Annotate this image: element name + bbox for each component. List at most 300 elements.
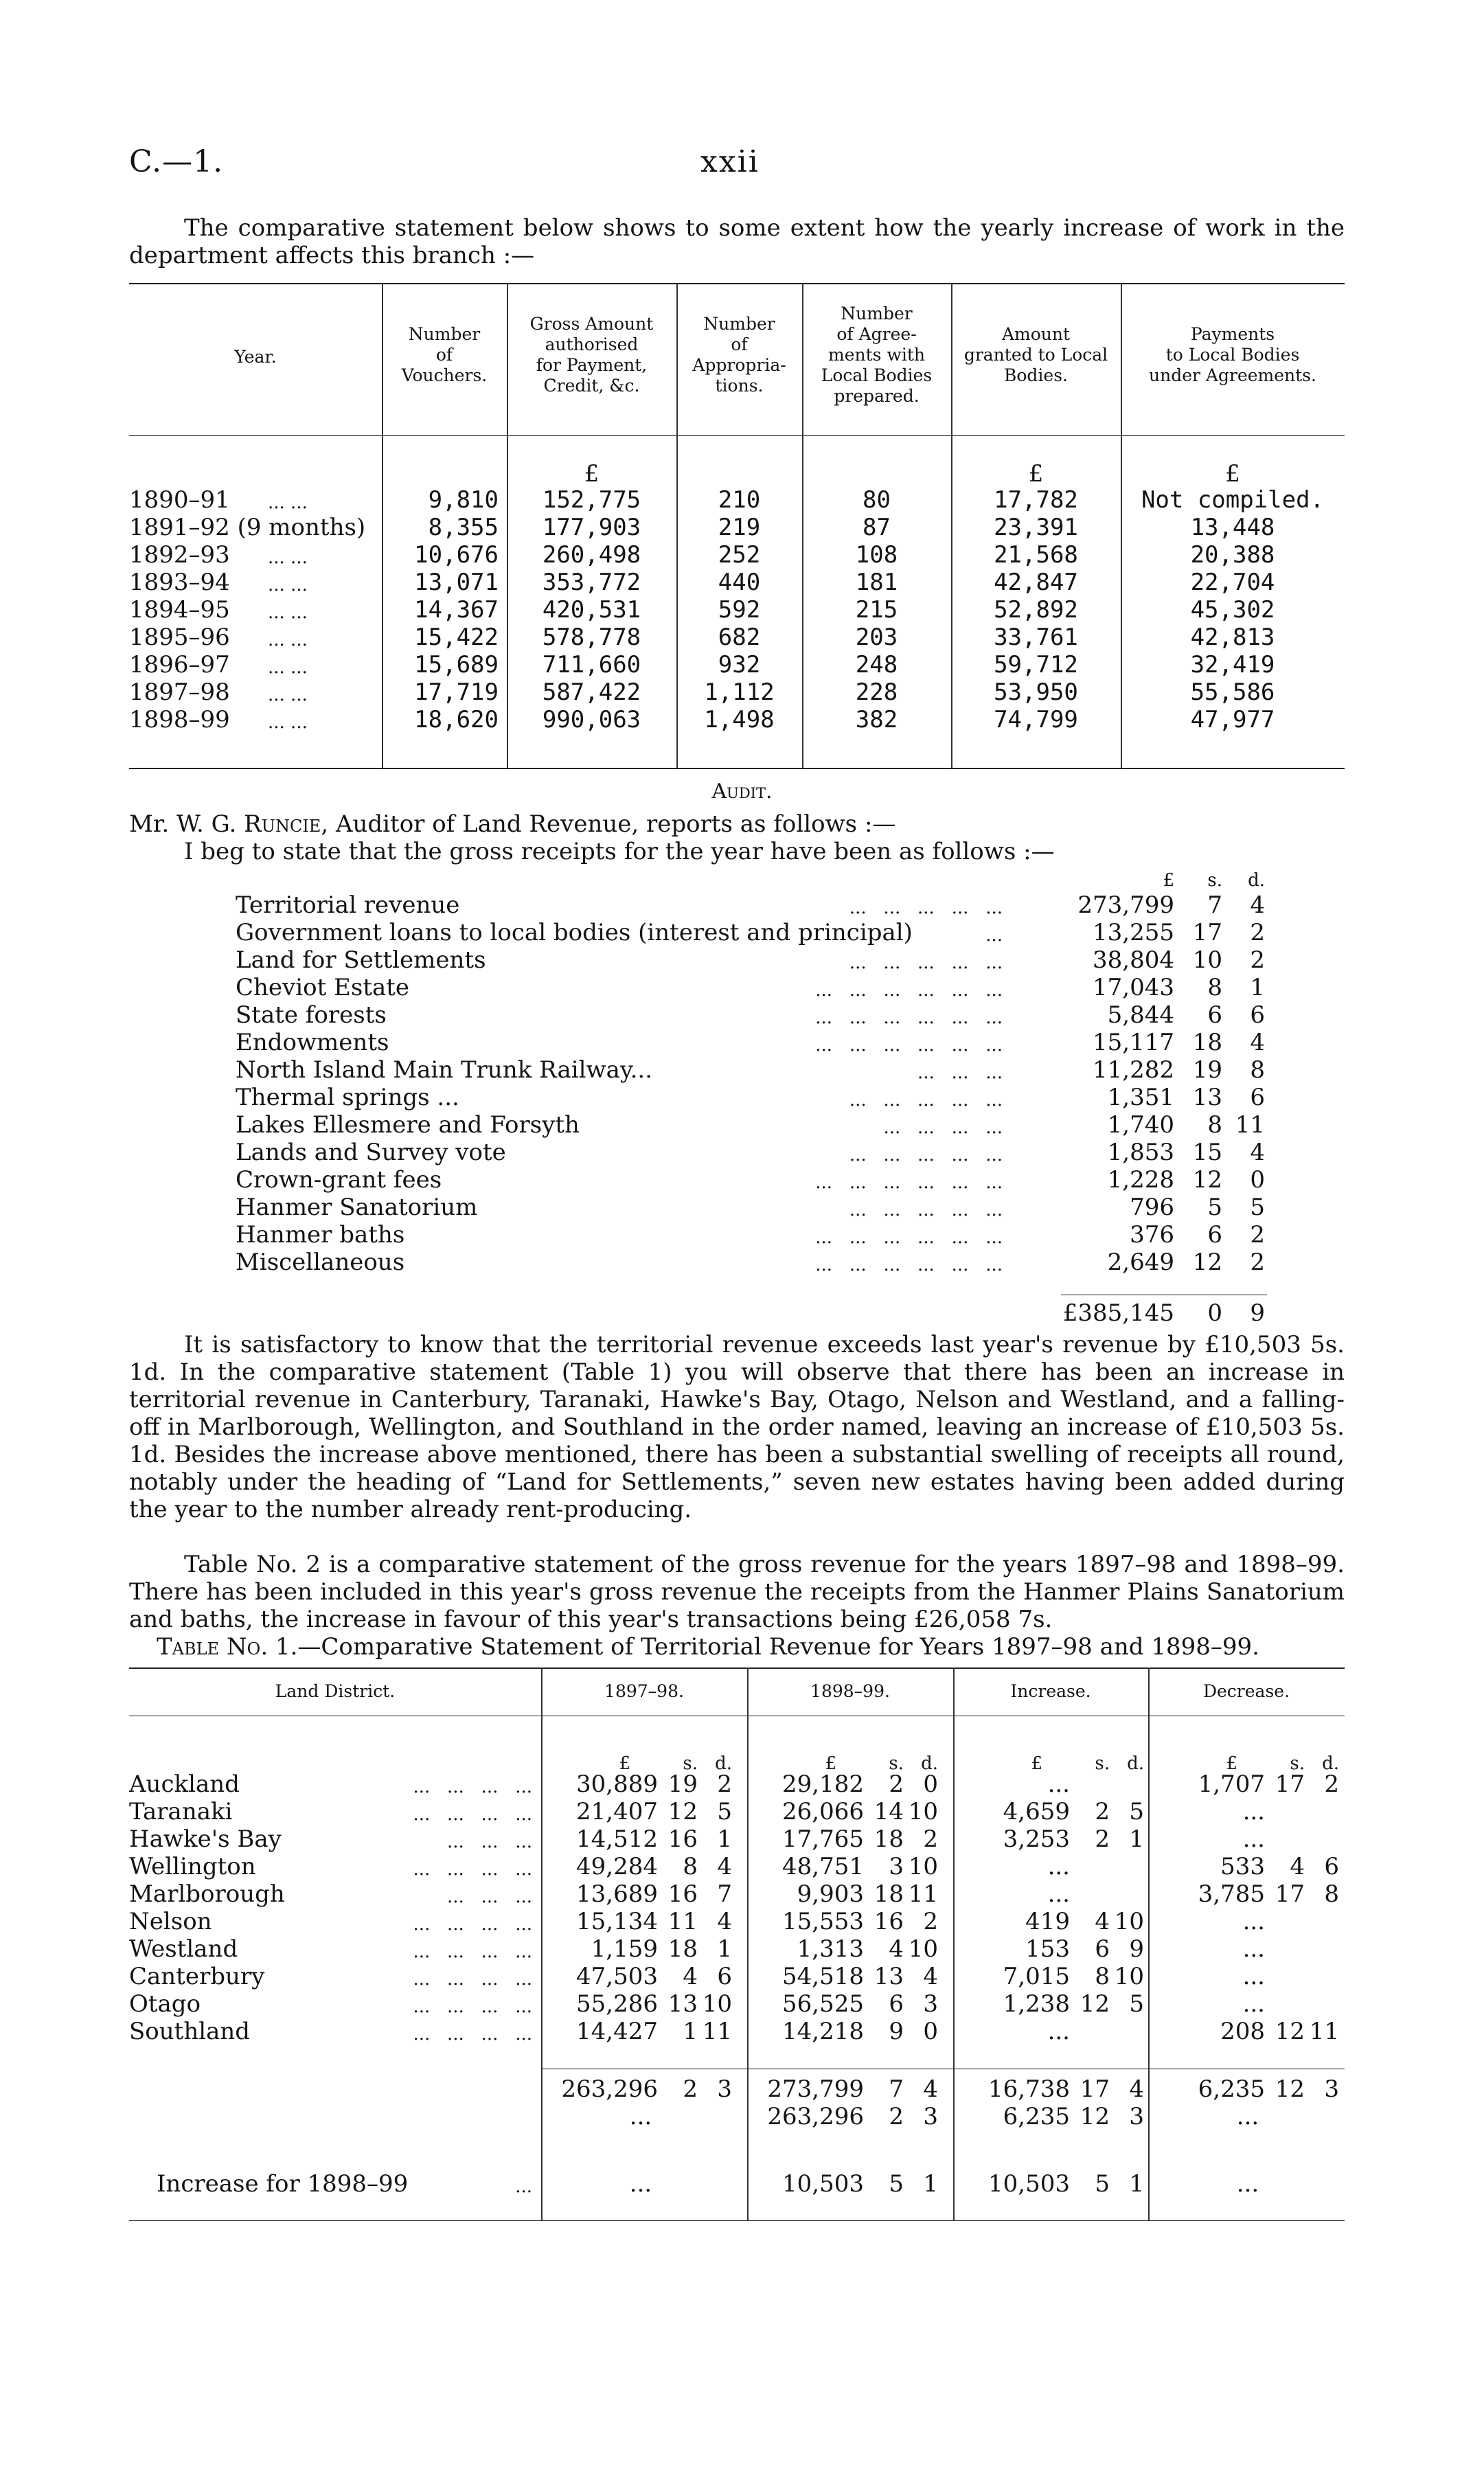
receipt-pounds: 273,799 bbox=[1077, 891, 1174, 919]
receipt-pounds: 17,043 bbox=[1093, 974, 1174, 1001]
revenue-1898-99-pence: 2 bbox=[923, 1825, 938, 1853]
increase-pence: 10 bbox=[1114, 1908, 1144, 1935]
receipt-label: Miscellaneous bbox=[236, 1249, 405, 1276]
receipt-pence: 6 bbox=[1250, 1084, 1265, 1111]
revenue-1897-98-pounds: 13,689 bbox=[576, 1880, 658, 1908]
leader-dots: ... ... bbox=[268, 602, 308, 623]
revenue-1897-98-pence: 1 bbox=[717, 1935, 732, 1963]
leader-dots: ... ... ... ... bbox=[883, 1117, 1003, 1138]
leader-dots: ... ... ... ... bbox=[413, 1914, 532, 1935]
unit-symbol: £ bbox=[1225, 460, 1240, 488]
receipt-shillings: 6 bbox=[1207, 1001, 1222, 1029]
revenue-1897-98-shillings: 16 bbox=[667, 1825, 698, 1853]
receipt-shillings: 12 bbox=[1192, 1249, 1222, 1276]
less-1897-98-pounds: 263,296 bbox=[767, 2103, 864, 2130]
receipt-label: Crown-grant fees bbox=[236, 1166, 442, 1194]
net-increase-pence: 1 bbox=[1129, 2170, 1144, 2198]
total-increase-pence: 4 bbox=[1129, 2075, 1144, 2103]
total-1898-99-pence: 4 bbox=[923, 2075, 938, 2103]
receipt-pounds: 1,228 bbox=[1107, 1166, 1174, 1194]
leader-dots: ... ... bbox=[268, 712, 308, 733]
receipt-shillings: 7 bbox=[1207, 891, 1222, 919]
row-agreements: 87 bbox=[863, 514, 891, 541]
row-appropriations: 932 bbox=[718, 651, 761, 679]
net-increase-pence: 1 bbox=[923, 2170, 938, 2198]
total-decrease-pence: 3 bbox=[1324, 2075, 1339, 2103]
leader-dots: ... ... bbox=[268, 657, 308, 678]
receipt-pounds: 38,804 bbox=[1093, 946, 1174, 974]
increase-pounds: ... bbox=[1047, 1853, 1070, 1880]
audit-heading: Audit. bbox=[711, 779, 773, 804]
revenue-1897-98-pence: 4 bbox=[717, 1853, 732, 1880]
leader-dots: ... ... ... ... ... ... bbox=[815, 1255, 1003, 1275]
increase-pence: 5 bbox=[1129, 1798, 1144, 1825]
row-year: 1894–95 bbox=[129, 596, 230, 624]
revenue-1897-98-pence: 6 bbox=[717, 1963, 732, 1990]
revenue-1898-99-pence: 3 bbox=[923, 1990, 938, 2018]
receipt-pence: 2 bbox=[1250, 1221, 1265, 1249]
unit-symbol: £ bbox=[1028, 460, 1044, 488]
receipt-pounds: 11,282 bbox=[1093, 1056, 1174, 1084]
shillings-heading: s. bbox=[683, 1753, 698, 1774]
col-head-year: Year. bbox=[234, 347, 277, 367]
receipt-shillings: 6 bbox=[1207, 1221, 1222, 1249]
revenue-1898-99-pounds: 17,765 bbox=[782, 1825, 864, 1853]
row-payments: 45,302 bbox=[1190, 596, 1275, 624]
col-head-1897-98: 1897–98. bbox=[604, 1681, 684, 1701]
row-amount-granted: 59,712 bbox=[994, 651, 1078, 679]
revenue-1897-98-pence: 4 bbox=[717, 1908, 732, 1935]
empty-cell: ... bbox=[1236, 2103, 1259, 2130]
net-increase-shillings: 5 bbox=[1095, 2170, 1110, 2198]
receipt-shillings: 18 bbox=[1192, 1029, 1222, 1056]
row-vouchers: 8,355 bbox=[428, 514, 499, 541]
empty-cell: ... bbox=[629, 2103, 652, 2130]
decrease-pounds: 208 bbox=[1220, 2018, 1265, 2045]
intro-paragraph: The comparative statement below shows to some extent how the yearly increase of work in the department affects this branch :— bbox=[129, 214, 1345, 269]
pound-heading: £ bbox=[1031, 1753, 1042, 1774]
row-payments: Not compiled. bbox=[1141, 486, 1325, 514]
district-name: Hawke's Bay bbox=[129, 1825, 282, 1853]
revenue-1897-98-pounds: 1,159 bbox=[591, 1935, 658, 1963]
row-gross-amount: 587,422 bbox=[542, 679, 641, 706]
receipt-pence: 4 bbox=[1250, 1029, 1265, 1056]
row-payments: 32,419 bbox=[1190, 651, 1275, 679]
revenue-1897-98-shillings: 8 bbox=[683, 1853, 698, 1880]
col-head-district: Land District. bbox=[275, 1681, 396, 1701]
revenue-1897-98-pence: 10 bbox=[702, 1990, 732, 2018]
leader-dots: ... ... ... ... bbox=[413, 1942, 532, 1962]
receipt-pence: 2 bbox=[1250, 1249, 1265, 1276]
leader-dots: ... ... ... ... ... bbox=[849, 898, 1003, 918]
leader-dots: ... ... ... ... ... bbox=[849, 1090, 1003, 1111]
receipt-shillings: 8 bbox=[1207, 974, 1222, 1001]
shillings-heading: s. bbox=[889, 1753, 904, 1774]
receipt-label: Thermal springs ... bbox=[236, 1084, 459, 1111]
pence-heading: d. bbox=[1127, 1753, 1144, 1774]
receipt-pence: 2 bbox=[1250, 946, 1265, 974]
district-name: Nelson bbox=[129, 1908, 212, 1935]
leader-dots: ... ... ... bbox=[917, 1062, 1003, 1083]
leader-dots: ... ... ... ... ... bbox=[849, 1200, 1003, 1220]
page-number: xxii bbox=[700, 144, 760, 179]
receipt-shillings: 13 bbox=[1192, 1084, 1222, 1111]
receipt-pounds: 15,117 bbox=[1093, 1029, 1174, 1056]
row-vouchers: 17,719 bbox=[414, 679, 499, 706]
row-appropriations: 219 bbox=[718, 514, 761, 541]
decrease-pounds: 1,707 bbox=[1198, 1771, 1265, 1798]
table-rule bbox=[129, 768, 1345, 769]
row-year: 1891–92 (9 months) bbox=[129, 514, 366, 541]
row-payments: 55,586 bbox=[1190, 679, 1275, 706]
row-vouchers: 10,676 bbox=[414, 541, 499, 569]
revenue-1897-98-pounds: 21,407 bbox=[576, 1798, 658, 1825]
revenue-1898-99-pounds: 14,218 bbox=[782, 2018, 864, 2045]
receipt-pence: 4 bbox=[1250, 891, 1265, 919]
district-name: Auckland bbox=[129, 1771, 240, 1798]
revenue-1897-98-shillings: 18 bbox=[667, 1935, 698, 1963]
leader-dots: ... ... ... ... ... ... bbox=[815, 1035, 1003, 1056]
row-gross-amount: 353,772 bbox=[542, 569, 641, 596]
increase-pounds: 7,015 bbox=[1003, 1963, 1070, 1990]
empty-cell: ... bbox=[1236, 2170, 1259, 2198]
revenue-1897-98-pence: 1 bbox=[717, 1825, 732, 1853]
revenue-1898-99-shillings: 18 bbox=[874, 1880, 904, 1908]
leader-dots: ... ... ... ... ... bbox=[849, 1145, 1003, 1165]
row-amount-granted: 74,799 bbox=[994, 706, 1078, 733]
row-payments: 20,388 bbox=[1190, 541, 1275, 569]
row-agreements: 215 bbox=[855, 596, 898, 624]
receipt-shillings: 10 bbox=[1192, 946, 1222, 974]
revenue-1897-98-shillings: 19 bbox=[667, 1771, 698, 1798]
audit-total-shillings: 0 bbox=[1207, 1299, 1222, 1327]
less-1897-98-pence: 3 bbox=[923, 2103, 938, 2130]
revenue-1897-98-pounds: 15,134 bbox=[576, 1908, 658, 1935]
pence-heading: d. bbox=[921, 1753, 938, 1774]
receipt-shillings: 8 bbox=[1207, 1111, 1222, 1139]
leader-dots: ... ... bbox=[268, 630, 308, 650]
receipt-pence: 11 bbox=[1235, 1111, 1265, 1139]
receipt-pence: 4 bbox=[1250, 1139, 1265, 1166]
leader-dots: ... ... bbox=[268, 492, 308, 513]
increase-shillings: 2 bbox=[1095, 1798, 1110, 1825]
receipt-pounds: 2,649 bbox=[1107, 1249, 1174, 1276]
less-decrease-pounds: 6,235 bbox=[1003, 2103, 1070, 2130]
receipt-label: Government loans to local bodies (interest and principal) bbox=[236, 919, 913, 946]
leader-dots: ... ... bbox=[268, 547, 308, 568]
total-decrease-pounds: 6,235 bbox=[1198, 2075, 1265, 2103]
total-increase-shillings: 17 bbox=[1080, 2075, 1110, 2103]
increase-shillings: 4 bbox=[1095, 1908, 1110, 1935]
revenue-1898-99-pounds: 9,903 bbox=[797, 1880, 864, 1908]
leader-dots: ... ... ... ... ... ... bbox=[815, 1007, 1003, 1028]
decrease-pence: 11 bbox=[1309, 2018, 1339, 2045]
row-amount-granted: 42,847 bbox=[994, 569, 1078, 596]
table-1-caption: Table No. 1.—Comparative Statement of Territorial Revenue for Years 1897–98 and 1898–99. bbox=[157, 1633, 1259, 1661]
decrease-pence: 6 bbox=[1324, 1853, 1339, 1880]
revenue-1898-99-shillings: 9 bbox=[889, 2018, 904, 2045]
revenue-1898-99-pounds: 26,066 bbox=[782, 1798, 864, 1825]
shillings-heading: s. bbox=[1290, 1753, 1305, 1774]
district-name: Taranaki bbox=[129, 1798, 233, 1825]
receipt-pounds: 13,255 bbox=[1093, 919, 1174, 946]
revenue-1897-98-pence: 5 bbox=[717, 1798, 732, 1825]
increase-pounds: ... bbox=[1047, 2018, 1070, 2045]
increase-shillings: 12 bbox=[1080, 1990, 1110, 2018]
receipt-pence: 1 bbox=[1250, 974, 1265, 1001]
audit-total-pounds: £385,145 bbox=[1062, 1299, 1174, 1327]
receipt-pence: 0 bbox=[1250, 1166, 1265, 1194]
row-year: 1890–91 bbox=[129, 486, 230, 514]
audit-report-line: Mr. W. G. Runcie, Auditor of Land Revenue, reports as follows :— bbox=[129, 810, 896, 838]
col-head-gross-amount: Gross Amount authorised for Payment, Credit, &c. bbox=[529, 314, 654, 396]
revenue-1897-98-shillings: 11 bbox=[667, 1908, 698, 1935]
row-amount-granted: 52,892 bbox=[994, 596, 1078, 624]
row-vouchers: 15,689 bbox=[414, 651, 499, 679]
increase-pence: 10 bbox=[1114, 1963, 1144, 1990]
row-payments: 22,704 bbox=[1190, 569, 1275, 596]
row-payments: 47,977 bbox=[1190, 706, 1275, 733]
receipt-pounds: 796 bbox=[1130, 1194, 1174, 1221]
total-1897-98-pounds: 263,296 bbox=[561, 2075, 658, 2103]
revenue-1897-98-shillings: 16 bbox=[667, 1880, 698, 1908]
decrease-pounds: 3,785 bbox=[1198, 1880, 1265, 1908]
audit-total-pence: 9 bbox=[1250, 1299, 1265, 1327]
increase-shillings: 2 bbox=[1095, 1825, 1110, 1853]
increase-shillings: 6 bbox=[1095, 1935, 1110, 1963]
net-increase-pounds: 10,503 bbox=[782, 2170, 864, 2198]
increase-pounds: 153 bbox=[1025, 1935, 1070, 1963]
row-gross-amount: 711,660 bbox=[542, 651, 641, 679]
row-amount-granted: 53,950 bbox=[994, 679, 1078, 706]
body-paragraph-1: It is satisfactory to know that the territorial revenue exceeds last year's revenue by £10,503 5s. 1d. In the comparative statement (Table 1) you will observe that there has been an increase in territorial revenue in Canterbury, Taranaki, Hawke's Bay, Otago, Nelson and Westland, and a falling-off in Marlborough, Wellington, and Southland in the order named, leaving an increase of £10,503 5s. 1d. Besides the increase above mentioned, there has been a substantial swelling of receipts all round, notably under the heading of “Land for Settlements,” seven new estates having been added during the year to the number already rent-producing. bbox=[129, 1331, 1345, 1523]
row-agreements: 181 bbox=[855, 569, 898, 596]
decrease-pounds: ... bbox=[1242, 1798, 1265, 1825]
leader-dots: ... ... ... ... ... ... bbox=[815, 980, 1003, 1001]
pound-heading: £ bbox=[1163, 870, 1174, 891]
revenue-1898-99-pence: 0 bbox=[923, 1771, 938, 1798]
row-gross-amount: 152,775 bbox=[542, 486, 641, 514]
net-increase-pounds: 10,503 bbox=[988, 2170, 1070, 2198]
revenue-1898-99-pence: 2 bbox=[923, 1908, 938, 1935]
receipt-label: Hanmer Sanatorium bbox=[236, 1194, 478, 1221]
revenue-1898-99-pounds: 15,553 bbox=[782, 1908, 864, 1935]
revenue-1897-98-pounds: 14,427 bbox=[576, 2018, 658, 2045]
row-appropriations: 440 bbox=[718, 569, 761, 596]
empty-cell: ... bbox=[629, 2170, 652, 2198]
row-vouchers: 14,367 bbox=[414, 596, 499, 624]
leader-dots: ... ... ... ... ... ... bbox=[815, 1172, 1003, 1193]
decrease-shillings: 4 bbox=[1290, 1853, 1305, 1880]
district-name: Otago bbox=[129, 1990, 201, 2018]
revenue-1898-99-pounds: 1,313 bbox=[797, 1935, 864, 1963]
table-rule bbox=[129, 283, 1345, 284]
receipt-shillings: 19 bbox=[1192, 1056, 1222, 1084]
revenue-1897-98-shillings: 4 bbox=[683, 1963, 698, 1990]
revenue-1897-98-pounds: 30,889 bbox=[576, 1771, 658, 1798]
table-rule bbox=[129, 1667, 1345, 1669]
col-head-vouchers: Number of Vouchers. bbox=[401, 324, 488, 385]
leader-dots: ... ... ... ... ... ... bbox=[815, 1227, 1003, 1248]
shillings-heading: s. bbox=[1095, 1753, 1110, 1774]
leader-dots: ... ... ... ... bbox=[413, 1804, 532, 1825]
receipt-shillings: 15 bbox=[1192, 1139, 1222, 1166]
revenue-1897-98-pounds: 14,512 bbox=[576, 1825, 658, 1853]
receipt-label: Cheviot Estate bbox=[236, 974, 410, 1001]
row-payments: 13,448 bbox=[1190, 514, 1275, 541]
row-appropriations: 1,112 bbox=[704, 679, 775, 706]
leader-dots: ... ... ... ... bbox=[413, 2024, 532, 2045]
leader-dots: ... bbox=[515, 2176, 532, 2197]
revenue-1898-99-shillings: 13 bbox=[874, 1963, 904, 1990]
revenue-1897-98-pence: 11 bbox=[702, 2018, 732, 2045]
pence-heading: d. bbox=[715, 1753, 732, 1774]
receipt-pounds: 1,853 bbox=[1107, 1139, 1174, 1166]
row-year: 1895–96 bbox=[129, 624, 230, 651]
row-appropriations: 592 bbox=[718, 596, 761, 624]
revenue-1898-99-pounds: 56,525 bbox=[782, 1990, 864, 2018]
revenue-1898-99-pence: 4 bbox=[923, 1963, 938, 1990]
row-appropriations: 252 bbox=[718, 541, 761, 569]
shillings-heading: s. bbox=[1207, 870, 1222, 891]
total-1897-98-pence: 3 bbox=[717, 2075, 732, 2103]
decrease-pounds: ... bbox=[1242, 1963, 1265, 1990]
less-decrease-pence: 3 bbox=[1129, 2103, 1144, 2130]
revenue-1898-99-shillings: 14 bbox=[874, 1798, 904, 1825]
district-name: Wellington bbox=[129, 1853, 256, 1880]
increase-label: Increase for 1898–99 bbox=[157, 2170, 409, 2198]
column-divider bbox=[953, 1667, 955, 2220]
receipt-label: Endowments bbox=[236, 1029, 389, 1056]
receipt-pence: 8 bbox=[1250, 1056, 1265, 1084]
row-agreements: 108 bbox=[855, 541, 898, 569]
leader-dots: ... bbox=[985, 925, 1003, 946]
row-year: 1896–97 bbox=[129, 651, 230, 679]
receipt-pounds: 1,740 bbox=[1107, 1111, 1174, 1139]
revenue-1897-98-pounds: 49,284 bbox=[576, 1853, 658, 1880]
body-paragraph-2: Table No. 2 is a comparative statement of the gross revenue for the years 1897–98 and 1898–99. There has been included in this year's gross revenue the receipts from the Hanmer Plains Sanatorium and baths, the increase in favour of this year's transactions being £26,058 7s. bbox=[129, 1551, 1345, 1633]
row-agreements: 382 bbox=[855, 706, 898, 733]
row-amount-granted: 17,782 bbox=[994, 486, 1078, 514]
row-agreements: 80 bbox=[863, 486, 891, 514]
leader-dots: ... ... ... ... bbox=[413, 1969, 532, 1990]
increase-pounds: 3,253 bbox=[1003, 1825, 1070, 1853]
row-agreements: 228 bbox=[855, 679, 898, 706]
less-decrease-shillings: 12 bbox=[1080, 2103, 1110, 2130]
receipt-pence: 6 bbox=[1250, 1001, 1265, 1029]
total-1897-98-shillings: 2 bbox=[683, 2075, 698, 2103]
row-appropriations: 682 bbox=[718, 624, 761, 651]
row-vouchers: 13,071 bbox=[414, 569, 499, 596]
revenue-1897-98-shillings: 13 bbox=[667, 1990, 698, 2018]
pound-heading: £ bbox=[619, 1753, 630, 1774]
row-gross-amount: 177,903 bbox=[542, 514, 641, 541]
district-name: Westland bbox=[129, 1935, 238, 1963]
col-head-decrease: Decrease. bbox=[1202, 1681, 1290, 1701]
total-1898-99-shillings: 7 bbox=[889, 2075, 904, 2103]
revenue-1898-99-shillings: 18 bbox=[874, 1825, 904, 1853]
row-appropriations: 210 bbox=[718, 486, 761, 514]
revenue-1897-98-pence: 7 bbox=[717, 1880, 732, 1908]
unit-symbol: £ bbox=[584, 460, 600, 488]
pence-heading: d. bbox=[1322, 1753, 1339, 1774]
decrease-shillings: 17 bbox=[1275, 1771, 1305, 1798]
row-gross-amount: 420,531 bbox=[542, 596, 641, 624]
row-appropriations: 1,498 bbox=[704, 706, 775, 733]
row-vouchers: 18,620 bbox=[414, 706, 499, 733]
row-gross-amount: 578,778 bbox=[542, 624, 641, 651]
pound-heading: £ bbox=[1226, 1753, 1237, 1774]
column-divider bbox=[541, 1667, 543, 2220]
revenue-1898-99-pence: 10 bbox=[908, 1853, 938, 1880]
leader-dots: ... ... ... ... bbox=[413, 1777, 532, 1797]
row-amount-granted: 33,761 bbox=[994, 624, 1078, 651]
receipt-shillings: 12 bbox=[1192, 1166, 1222, 1194]
revenue-1898-99-pounds: 29,182 bbox=[782, 1771, 864, 1798]
col-head-payments: Payments to Local Bodies under Agreements. bbox=[1149, 324, 1316, 385]
revenue-1898-99-shillings: 16 bbox=[874, 1908, 904, 1935]
leader-dots: ... ... bbox=[268, 575, 308, 595]
receipt-pounds: 5,844 bbox=[1107, 1001, 1174, 1029]
revenue-1897-98-shillings: 12 bbox=[667, 1798, 698, 1825]
receipt-pounds: 1,351 bbox=[1107, 1084, 1174, 1111]
receipt-pounds: 376 bbox=[1130, 1221, 1174, 1249]
leader-dots: ... ... ... ... ... bbox=[849, 953, 1003, 973]
increase-pounds: 419 bbox=[1025, 1908, 1070, 1935]
revenue-1897-98-pence: 2 bbox=[717, 1771, 732, 1798]
receipt-shillings: 17 bbox=[1192, 919, 1222, 946]
leader-dots: ... ... ... ... bbox=[413, 1996, 532, 2017]
decrease-pence: 2 bbox=[1324, 1771, 1339, 1798]
leader-dots: ... ... ... bbox=[447, 1832, 532, 1852]
total-increase-pounds: 16,738 bbox=[988, 2075, 1070, 2103]
receipt-label: Lakes Ellesmere and Forsyth bbox=[236, 1111, 580, 1139]
revenue-1898-99-pence: 10 bbox=[908, 1798, 938, 1825]
receipt-label: North Island Main Trunk Railway... bbox=[236, 1056, 653, 1084]
less-1897-98-shillings: 2 bbox=[889, 2103, 904, 2130]
col-head-appropriations: Number of Appropria- tions. bbox=[692, 314, 786, 396]
total-1898-99-pounds: 273,799 bbox=[767, 2075, 864, 2103]
row-agreements: 203 bbox=[855, 624, 898, 651]
receipt-label: Hanmer baths bbox=[236, 1221, 405, 1249]
decrease-shillings: 12 bbox=[1275, 2018, 1305, 2045]
revenue-1898-99-pence: 11 bbox=[908, 1880, 938, 1908]
revenue-1897-98-shillings: 1 bbox=[683, 2018, 698, 2045]
district-name: Southland bbox=[129, 2018, 251, 2045]
district-name: Canterbury bbox=[129, 1963, 265, 1990]
decrease-pounds: 533 bbox=[1220, 1853, 1265, 1880]
revenue-1898-99-shillings: 4 bbox=[889, 1935, 904, 1963]
row-vouchers: 15,422 bbox=[414, 624, 499, 651]
net-increase-shillings: 5 bbox=[889, 2170, 904, 2198]
receipt-shillings: 5 bbox=[1207, 1194, 1222, 1221]
revenue-1898-99-pounds: 48,751 bbox=[782, 1853, 864, 1880]
column-divider bbox=[747, 1667, 749, 2220]
row-agreements: 248 bbox=[855, 651, 898, 679]
receipt-label: Lands and Survey vote bbox=[236, 1139, 506, 1166]
row-amount-granted: 23,391 bbox=[994, 514, 1078, 541]
row-amount-granted: 21,568 bbox=[994, 541, 1078, 569]
revenue-1898-99-pounds: 54,518 bbox=[782, 1963, 864, 1990]
leader-dots: ... ... ... bbox=[447, 1887, 532, 1907]
total-decrease-shillings: 12 bbox=[1275, 2075, 1305, 2103]
decrease-shillings: 17 bbox=[1275, 1880, 1305, 1908]
row-year: 1893–94 bbox=[129, 569, 230, 596]
leader-dots: ... ... bbox=[268, 685, 308, 705]
receipt-pence: 2 bbox=[1250, 919, 1265, 946]
row-gross-amount: 260,498 bbox=[542, 541, 641, 569]
row-vouchers: 9,810 bbox=[428, 486, 499, 514]
